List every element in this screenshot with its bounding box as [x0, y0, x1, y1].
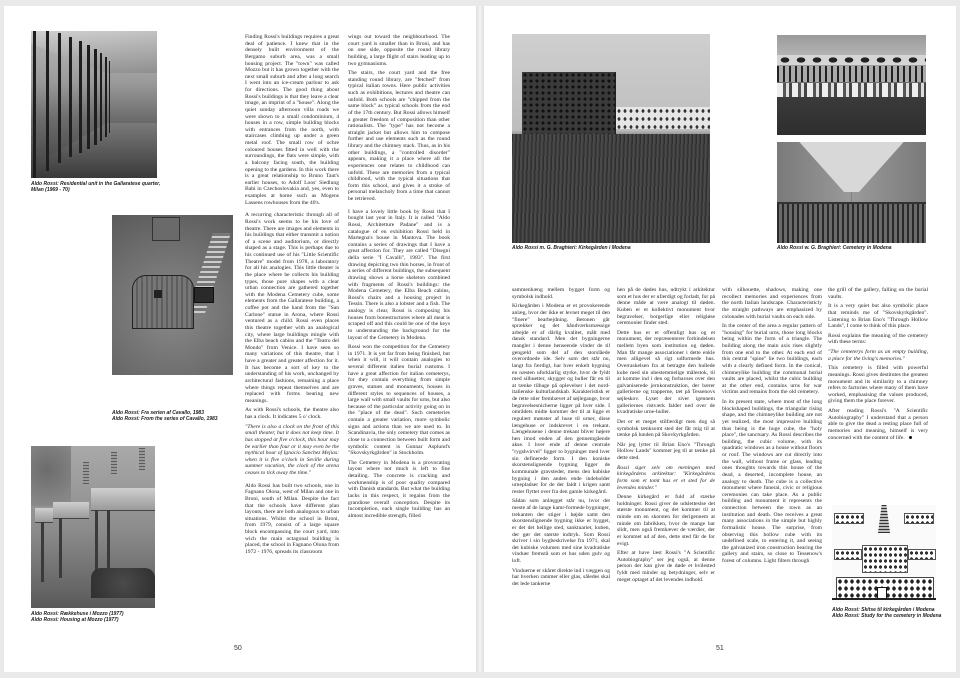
caption-line: Aldo Rossi: Skitse til kirkegården i Modena: [832, 607, 935, 613]
caption-line: Aldo Rossi: Study for the cemetery in Modena: [832, 613, 942, 620]
photo-modena-cube: [512, 34, 710, 243]
paragraph: Når jeg lytter til Brian Eno's "Through Hollow Lands" kommer jeg til at tænke på dette sted.: [617, 441, 715, 461]
end-mark-icon: [909, 436, 912, 439]
photo-cemetery-gallery: [777, 35, 926, 135]
paragraph: I have a lovely little book by Rossi that I bought last year in Italy. It is called "Aldo Rossi, Architetture Padane" and is a catalogue of en exhibition Rossi held in Martegna's house in Mantova. The book contains a series of drawings that I have a great affection for. They are called "Disegni della serie "I Cavalli", 1983". The first drawing depicting two thin horses, in front of a series of different buildings, the subsequent drawing shows a horse skeleton combined with fragments of Rossi's buildings: the Modena Cemetery, the Elba Beach cabins, Rossi's chairs and a housing project in Tessin. There is also a lobster and a fish. The analogy is clear, Rossi is composing his houses from bonestructures where all meat is scraped off and this could be one of the keys to understanding the background for the layout of the Cemetery in Modena.: [348, 208, 450, 341]
caption-cube: Aldo Rossi m. G. Braghieri: Kirkegården i Modena: [512, 245, 631, 251]
paragraph: As with Rossi's schools, the theatre also has a clock. It indicates 5 o' clock.: [245, 407, 339, 420]
photo-mozzo-housing: [31, 446, 155, 608]
text-column-left-1: [245, 34, 339, 559]
paragraph: wings out toward the neighbourhood. The court yard is smaller than in Broni, and has on one side, opposite the round library building, a large flight of stairs leading up to two gymnasiums.: [348, 34, 450, 67]
paragraph: Sådan som anlægget står nu, hvor det meste af de lange kamr-formede bygninger, trekanten der stiger i højde samt den skorstenslignende bygning ikke er bygget, er det det hellige sted, sanktuariet, kuben, der gør det største indtryk. Som Rossi skriver i sin bygbeskrivelse fra 1971, skal det kubiske volumen med sine kvadratiske vinduer fremstå som et hus uden gulv og loft.: [512, 498, 610, 564]
caption-line: Milan (1969 - 70): [31, 187, 70, 194]
text-column-right-2: [617, 287, 715, 586]
paragraph: Finding Rossi's buildings requires a great deal of patience. I knew that in the densely built environment of the Bergamo suburb area, was a small housing project. The "town" was called Mozzo but it has grown together with the next small suburb and after a long search I went into an ice-cream parlour to ask for directions. The good thing about Rossi's buildings is that they leave a clear image, an imprint of a "house". Along the quiet sunday afternoon villa roads we were shown to a small condominium, 4 houses in a row, simple building blocks with entrances from the north, with staircases climbing up under a green metal roof. The small row of ochre coloured houses fitted in well with the surroundings, the flats were simple, with a balcony facing south, the building opening to the gardens. In this work there is a great relationship to Bruno Taut's earlier houses, to Adolf Loos' Siedlung Babi in Czechoslovakia and, yes, even to examples at home such as Mogens Lassens rowhouses from the 40's.: [245, 34, 339, 206]
paragraph: In the center of the area a regular pattern of "housing" for burial urns, those long blocks being within the form of a triangle. The building along the main axis rises slightly from one end to the other. At each end of this central "spine" lie two buildings, each with a clearly defined form. In the conical, chimneylike building the communal burial vaults are placed, whilst the cubic building at the other end, contains urns for war victims and remains from the old cemetery.: [722, 323, 822, 396]
paragraph: It is a very quiet but also symbolic place that reminds me of "Skovskyrkgården". Listening to Brian Eno's "Through Hollow Lands", I come to think of this place.: [828, 303, 928, 330]
text-column-left-2: [348, 34, 450, 522]
paragraph: Rossi explains the meaning of the cemetery with these terms:: [828, 332, 928, 346]
paragraph: with silhouette, shadows, making one recollect memories and experiences from the north Italian landscape. Characteristicly the straight pathways are emphasized by colonades with burial vaults on each side.: [722, 287, 822, 320]
sketch-cemetery-study: [832, 505, 936, 603]
quote-paragraph: "There is also a clock on the front of this small theater, but it does not keep time. It has stopped at five o'clock, this hour may be earlier than four or it may even be the mythical hour of Ignacio Sanchez Mejias: when it is five o'clock in Seville during summer vacation, the clock of the arena ceases to tick away the time.": [245, 423, 339, 476]
caption-line: Aldo Rossi: Rækkehuse i Mozzo (1977): [31, 611, 124, 617]
paragraph: In its present state, where most of the long blockshaped buildings, the triangular rising shape, and the chimneylike building are not yet realized, the most impressive building thus being is the huge cube, the "holy place", the sanctuary. As Rossi describes the building, the cubic volume, with its quadratic windows as a house without floors or roof. The windows are cut directly into the wall, without frame or glass, leading ones thoughts towards this house of the dead, a deserted, incomplete house, an analogy to death. The cube is a collective monument where funeral, civic or religious ceremonies can take place. As a public building and monument it represents the connection between the town as an institution and death. One receives a great many associations in the simple but highly formalistic house. The surprise, from observing this hollow cube with its undefined scale, to entering it, and seeing the galvanized iron construction bearing the gallery and stairs, so close to Tessenow's forest of columns. Light filters through: [722, 399, 822, 564]
paragraph: Dette hus er et offentligt hus og et monument, der repræsenterer forbindelsen mellem byen som institution og døden. Man får mange associationer i dette enkle men alligevel så rigt udformede hus. Overraskelsen fra at betragte den hullede kube med sin ubestemmelige målestok, til at komme ind i den og forbavses over den galvaniserede jernkonstruktion, der bærer gallerierne og trapperne, tæt på Tessenovs søjleskov. Lyset der siver igennem galleriernes ristværk falder ned over de kvadratiske urne-huller.: [617, 329, 715, 416]
paragraph: Kirkegården i Modena er et provokerende anlæg, hvor der ikke er levnet meget til den "finere" bearbejdning. Betonen går sprækker og det håndværksmæssige arbejde er af dårlig kvalitet, målt med dansk standard. Men det bygningerne mangler i denne henseende vinder de til gengæld som del af den storslåede overordnede ide. Selv som det står nu, langt fra færdigt, har hver enkelt bygning en næsten uforklarlig styrke, hvor de fyldt med silhuetter, skygger og huller får en til at tænke tilbage på oplevelser i det nord-italienske kulturlandskab. Karakteristisk er de rette stier fremhævet af søjlegange, hvor begravelsesnicherne ligger på hver side. I områdets midte kommer der til at ligge et regulært mønster af huse til urner, disse længehuse er indskrevet i en trekant. Længehusene i denne trekant bliver højere hen imod enden af den gennemgående akse. I hver ende af denne centrale "rygshvirvel" ligger to bygninger med hver sin definerede form. I den koniske skorstenslignende bygning ligger de kommunale gravsteder, mens den kubiske bygning i den anden ende indeholder urnepladser for de der faldt i krigen samt rester flyttet over fra den gamle kirkegård.: [512, 303, 610, 495]
page-number-left: 50: [234, 645, 242, 652]
paragraph: This cemetery is filled with powerful meanings. Rossi gives destitutes the greatest monument and its similarity to a chimney refers to factories where many of them have worked, emphasising the values produced, giving them the place forever.: [828, 365, 928, 405]
photo-cavallo-drawing: [112, 215, 233, 375]
text-column-right-1: [512, 287, 610, 591]
photo-cemetery-corridor: [777, 142, 926, 243]
caption-line: Aldo Rossi: Fra serien af Cavallo, 1983: [112, 410, 204, 416]
paragraph: The stairs, the court yard and the free standing round library, are "fetched" from typical italian towns. Here public activities such as exhibitions, lectures and theatre can unfold. Both schools are "chipped from the same block" as typical schools from the end of the 17th century. But Rossi allows himself a greater freedom of composition than other rationalists. The "type" has not become a straight jacket but allows him to compose further and use elements such as the round library and the chimney stack. Thus, as in his other buildings, a "controlled disorder" appears, making it a place where all the experiences one relates to childhood can unfold. These are memories from a typical childhood, with the typical situations that form this school, and gives it a stroke of personal melancholy from a time that cannot be retrieved.: [348, 70, 450, 202]
book-spine: [476, 6, 484, 672]
paragraph: the grill of the gallery, falling on the burial vaults.: [828, 287, 928, 300]
photo-gallaratese-colonnade: [31, 31, 157, 178]
text-column-right-4: [828, 287, 928, 444]
caption-housing: [31, 611, 171, 623]
paragraph: sammenhæng mellem bygget form og symbolsk indhold.: [512, 287, 610, 300]
paragraph: Vinduerne er skåret direkte ind i væggen og har hverken rammer eller glas, således skal det lede tankerne: [512, 567, 610, 587]
paragraph: Det er et meget stilfærdigt men dog så symbolsk tænksomt sted der får mig til at tænke på lunden på Skovkyrkgården.: [617, 418, 715, 439]
paragraph: The Cemetery in Modena is a provocating layout where not much is left to fine detailing. The concrete is cracking and workmenship is of poor quality compared with Danish standards. But what the building lacks in this respect, it regains from the grandiose overall conception. Despite its incompletion, each single building has an almost incredible strength, filled: [348, 459, 450, 519]
caption-drawing: [112, 410, 242, 422]
paragraph: Denne kirkegård er fuld af stærke holdninger. Rossi giver de udsletteslse det største monument, og det kommer til at minde om en skorsten for derigennem at minde om fabrikken, hvor de mange har slidt, men også fremhæver de værdier, der er kommet ud af den, dette sted får de for evigt.: [617, 494, 715, 547]
page-number-right: 51: [716, 645, 724, 652]
paragraph: Rossi won the competition for the Cemetery in 1971. It is yet far from being finished, but when it will, it will contain analogies to several different italien burial customs. I have a great affection for italian cemeterys, for they contain everything from simple graves, statues and monuments, houses in different styles to sequences of houses, a large wall with small vaults for urns, but also because of the particular activity going on in the "place of the dead". Such cemeteries contain a greater variation, more symbolic signs and actions than we are used to. In Scandinavia, the only cemetery that comes as close to a connection between built form and symbolic content is Gunnar Asplund's "Skovskyrkgården" in Stockholm.: [348, 344, 450, 457]
paragraph: Aldo Rossi has built two schools, one in Fagnano Olona, west of Milan and one in Broni, south of Milan. Despite the fact that the schools have different plan layouts, there are both analogous to urban situations. Whilst the school in Broni, from 1979, consist of a large square block encompassing the court yard, into wich the main octagonal building is placed, the school in Fagnano Olona from 1972 - 1976, spreads its classroom: [245, 482, 339, 555]
text-column-right-3: [722, 287, 822, 568]
caption-line: Aldo Rossi: From the series of Cavallo, 1983: [112, 416, 218, 423]
caption-colonnade: [31, 181, 171, 193]
paragraph: hen på de dødes hus, udtrykt i arkitektur som et hus der er ufærdigt og forladt, for på denne måde at være analogt til døden. Kuben er et kollektivt monument hvor begravelser, borgerlige eller religiøse ceremonier finder sted.: [617, 287, 715, 327]
caption-cemetery: Aldo Rossi w. G. Braghieri: Cemetery in Modena: [777, 245, 892, 251]
quote-paragraph: "The cemeterys form as an empty building, a place for the living's memories.": [828, 349, 928, 362]
paragraph: Efter at have læst Rossi's "A Scientific Autobiography" ser jeg også, at denne person der kan give de døde et hvilested fyldt med minder og betydninger, selv er meget optaget af det levendes indhold.: [617, 550, 715, 583]
caption-sketch: [832, 607, 942, 619]
caption-line: Aldo Rossi: Residential unit in the Gallaratese quarter,: [31, 181, 161, 187]
quote-paragraph: Rossi siger selv om meningen med kirkegårdens arkitektur: "Kirkegårdens form som et tomt hus er et sted for de levendes minder.": [617, 464, 715, 491]
caption-line: Aldo Rossi: Housing at Mozzo (1977): [31, 617, 119, 624]
paragraph: A recurring characteristic through all of Rossi's work seems to be his love of theatre. There are images and elements in his buildings that either transmit a notion of a scene and auditorium, or directly shaped as a stage. This is perhaps due to his continued use of his "Little Scientific Theatre" model from 1978, a laboratory for all his analogies. This little theater is the place where he collects his building types, those pure shapes with a clear urban connection are gathered together with the Modena Cemetery cube, some elements from the Gallaratese building, a coffee pot and the hand from the "San Carlone" statue in Arona, where Rossi ventured as a child. Rossi even places this theatre together with an analogical city, where large buildings mingle with the Elba beach cabins and the "Teatro del Mondo" from Venice. I have seen so many variations of this theatre, that I have a greater and greater affection for it. It has become a sort of key to the understanding of his work, unchanged by architectural fashions, remaining a place where things repeat themselves and are replaced with forms bearing new meanings.: [245, 212, 339, 404]
paragraph: After reading Rossi's "A Scientific Autobiography" I understand that a person able to give the dead a resting place full of memories and meaning, himself is very concerned with the content of life.: [828, 408, 928, 441]
